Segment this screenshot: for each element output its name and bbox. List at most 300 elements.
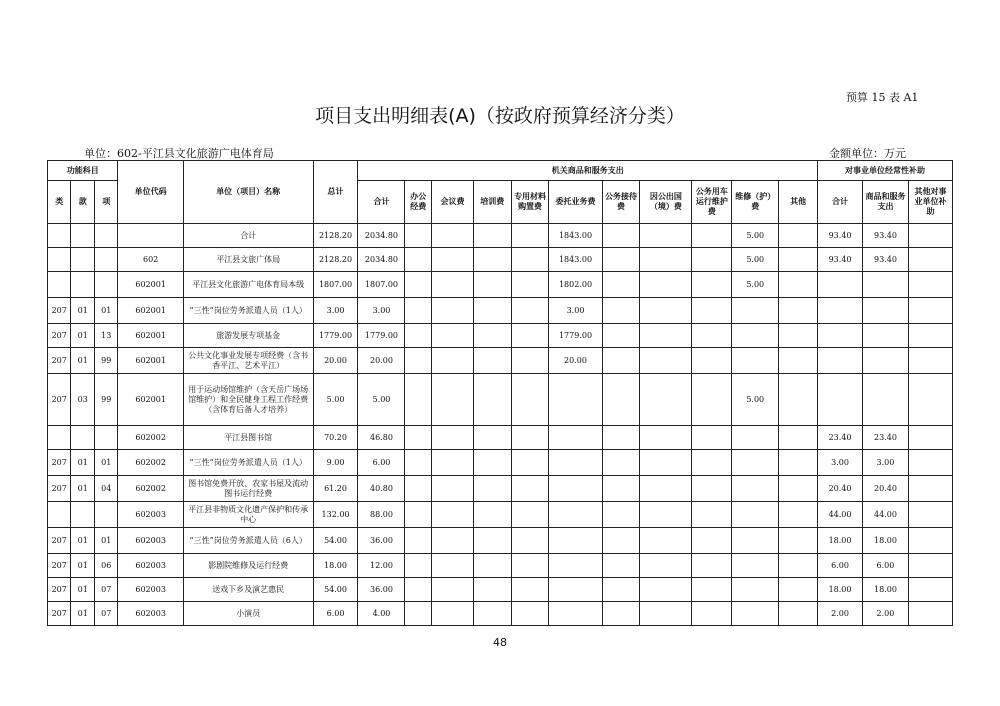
cell-kuan: 01: [71, 298, 94, 324]
cell-s-goods: 44.00: [862, 502, 908, 528]
cell-s-goods: 23.40: [862, 426, 908, 450]
cell-reception: [602, 374, 640, 426]
cell-training: [473, 298, 511, 324]
cell-vehicle: [692, 248, 732, 272]
cell-s-total: 93.40: [818, 248, 863, 272]
cell-g-total: 2034.80: [358, 248, 405, 272]
cell-xiang: [94, 248, 118, 272]
cell-other: [779, 450, 818, 476]
header-s-total: 合计: [818, 181, 863, 224]
header-goods: 机关商品和服务支出: [358, 161, 818, 181]
header-entrust: 委托业务费: [549, 181, 602, 224]
cell-name: 平江县文化旅游广电体育局本级: [183, 272, 313, 298]
header-name: 单位（项目）名称: [183, 161, 313, 224]
cell-material: [511, 348, 549, 374]
cell-abroad: [640, 348, 692, 374]
header-func: 功能科目: [48, 161, 118, 181]
cell-meeting: [432, 450, 474, 476]
cell-abroad: [640, 578, 692, 602]
cell-vehicle: [692, 298, 732, 324]
cell-g-total: 88.00: [358, 502, 405, 528]
cell-material: [511, 528, 549, 554]
cell-xiang: 99: [94, 348, 118, 374]
cell-meeting: [432, 528, 474, 554]
header-xiang: 项: [94, 181, 118, 224]
cell-s-total: 6.00: [818, 554, 863, 578]
cell-xiang: 07: [94, 578, 118, 602]
cell-kuan: 01: [71, 450, 94, 476]
cell-lei: 207: [48, 528, 71, 554]
cell-code: 602001: [118, 298, 183, 324]
cell-name: 公共文化事业发展专项经费（含书香平江、艺术平江）: [183, 348, 313, 374]
unit-label: 单位：602-平江县文化旅游广电体育局: [84, 147, 274, 160]
cell-lei: [48, 502, 71, 528]
cell-lei: [48, 224, 71, 248]
cell-material: [511, 578, 549, 602]
cell-vehicle: [692, 602, 732, 626]
cell-total: 61.20: [313, 476, 358, 502]
cell-s-other: [908, 348, 952, 374]
cell-entrust: [549, 578, 602, 602]
cell-training: [473, 374, 511, 426]
cell-xiang: 06: [94, 554, 118, 578]
cell-office: [405, 324, 432, 348]
cell-entrust: 3.00: [549, 298, 602, 324]
cell-repair: [732, 554, 779, 578]
table-row: [48, 224, 953, 248]
cell-material: [511, 248, 549, 272]
cell-office: [405, 298, 432, 324]
cell-material: [511, 426, 549, 450]
cell-s-other: [908, 224, 952, 248]
cell-s-other: [908, 426, 952, 450]
cell-g-total: 1779.00: [358, 324, 405, 348]
cell-repair: 5.00: [732, 374, 779, 426]
cell-repair: [732, 450, 779, 476]
cell-entrust: 1802.00: [549, 272, 602, 298]
cell-s-other: [908, 450, 952, 476]
cell-s-other: [908, 502, 952, 528]
cell-abroad: [640, 528, 692, 554]
header-s-other: 其他对事业单位补助: [908, 181, 952, 224]
cell-entrust: [549, 374, 602, 426]
cell-total: 6.00: [313, 602, 358, 626]
header-s-goods: 商品和服务支出: [862, 181, 908, 224]
cell-material: [511, 224, 549, 248]
cell-kuan: 01: [71, 602, 94, 626]
header-office: 办公经费: [405, 181, 432, 224]
cell-code: 602003: [118, 578, 183, 602]
cell-g-total: 36.00: [358, 528, 405, 554]
cell-other: [779, 298, 818, 324]
cell-meeting: [432, 476, 474, 502]
header-code: 单位代码: [118, 161, 183, 224]
header-material: 专用材料购置费: [511, 181, 549, 224]
cell-s-total: [818, 298, 863, 324]
table-row: [48, 348, 953, 374]
cell-training: [473, 554, 511, 578]
header-subsidy: 对事业单位经常性补助: [818, 161, 953, 181]
cell-name: 平江县文旅广体局: [183, 248, 313, 272]
cell-repair: [732, 502, 779, 528]
cell-abroad: [640, 476, 692, 502]
cell-training: [473, 476, 511, 502]
cell-kuan: [71, 426, 94, 450]
cell-meeting: [432, 426, 474, 450]
cell-reception: [602, 426, 640, 450]
cell-total: 20.00: [313, 348, 358, 374]
cell-s-goods: 18.00: [862, 528, 908, 554]
cell-meeting: [432, 248, 474, 272]
cell-vehicle: [692, 578, 732, 602]
cell-xiang: 13: [94, 324, 118, 348]
cell-s-total: 20.40: [818, 476, 863, 502]
cell-s-total: [818, 324, 863, 348]
cell-s-goods: 3.00: [862, 450, 908, 476]
cell-s-other: [908, 554, 952, 578]
cell-entrust: [549, 426, 602, 450]
cell-s-goods: 2.00: [862, 602, 908, 626]
cell-total: 54.00: [313, 578, 358, 602]
cell-xiang: 04: [94, 476, 118, 502]
cell-kuan: 01: [71, 348, 94, 374]
cell-xiang: [94, 502, 118, 528]
cell-lei: [48, 248, 71, 272]
cell-s-total: 23.40: [818, 426, 863, 450]
cell-other: [779, 554, 818, 578]
cell-office: [405, 348, 432, 374]
cell-repair: [732, 578, 779, 602]
cell-kuan: 01: [71, 324, 94, 348]
cell-abroad: [640, 502, 692, 528]
cell-office: [405, 528, 432, 554]
cell-xiang: 01: [94, 528, 118, 554]
cell-other: [779, 602, 818, 626]
cell-s-goods: [862, 298, 908, 324]
cell-code: 602003: [118, 528, 183, 554]
cell-s-goods: 6.00: [862, 554, 908, 578]
cell-s-total: 18.00: [818, 578, 863, 602]
cell-abroad: [640, 426, 692, 450]
cell-meeting: [432, 298, 474, 324]
header-reception: 公务接待费: [602, 181, 640, 224]
cell-other: [779, 324, 818, 348]
cell-training: [473, 450, 511, 476]
table-row: [48, 476, 953, 502]
cell-kuan: 03: [71, 374, 94, 426]
cell-office: [405, 502, 432, 528]
cell-repair: 5.00: [732, 248, 779, 272]
cell-name: 旅游发展专项基金: [183, 324, 313, 348]
cell-g-total: 46.80: [358, 426, 405, 450]
cell-s-other: [908, 528, 952, 554]
cell-office: [405, 426, 432, 450]
cell-other: [779, 578, 818, 602]
header-total: 总计: [313, 161, 358, 224]
cell-vehicle: [692, 324, 732, 348]
cell-repair: [732, 324, 779, 348]
cell-name: 合计: [183, 224, 313, 248]
cell-material: [511, 298, 549, 324]
cell-code: 602002: [118, 426, 183, 450]
cell-office: [405, 272, 432, 298]
cell-g-total: 20.00: [358, 348, 405, 374]
cell-meeting: [432, 554, 474, 578]
cell-kuan: [71, 502, 94, 528]
expenditure-table: [47, 160, 953, 626]
cell-meeting: [432, 224, 474, 248]
cell-reception: [602, 602, 640, 626]
cell-s-total: 3.00: [818, 450, 863, 476]
cell-s-other: [908, 248, 952, 272]
cell-office: [405, 248, 432, 272]
table-row: [48, 602, 953, 626]
cell-entrust: [549, 554, 602, 578]
cell-other: [779, 224, 818, 248]
cell-meeting: [432, 374, 474, 426]
cell-reception: [602, 324, 640, 348]
cell-entrust: 1843.00: [549, 248, 602, 272]
cell-xiang: [94, 426, 118, 450]
table-row: [48, 298, 953, 324]
header-repair: 维修（护）费: [732, 181, 779, 224]
cell-abroad: [640, 450, 692, 476]
cell-g-total: 1807.00: [358, 272, 405, 298]
cell-code: 602003: [118, 502, 183, 528]
cell-repair: 5.00: [732, 272, 779, 298]
cell-s-other: [908, 602, 952, 626]
cell-xiang: 07: [94, 602, 118, 626]
cell-vehicle: [692, 348, 732, 374]
cell-entrust: [549, 528, 602, 554]
cell-code: 602001: [118, 374, 183, 426]
cell-s-goods: [862, 348, 908, 374]
cell-reception: [602, 224, 640, 248]
cell-total: 54.00: [313, 528, 358, 554]
cell-s-other: [908, 298, 952, 324]
cell-g-total: 3.00: [358, 298, 405, 324]
cell-office: [405, 554, 432, 578]
cell-xiang: [94, 272, 118, 298]
cell-s-total: 18.00: [818, 528, 863, 554]
cell-lei: 207: [48, 374, 71, 426]
cell-other: [779, 272, 818, 298]
cell-training: [473, 502, 511, 528]
cell-reception: [602, 450, 640, 476]
table-row: [48, 324, 953, 348]
cell-kuan: 01: [71, 476, 94, 502]
cell-meeting: [432, 324, 474, 348]
cell-code: 602002: [118, 476, 183, 502]
cell-material: [511, 324, 549, 348]
cell-s-goods: [862, 272, 908, 298]
cell-vehicle: [692, 554, 732, 578]
cell-meeting: [432, 272, 474, 298]
page-title: 项目支出明细表(A)（按政府预算经济分类）: [315, 105, 685, 127]
cell-vehicle: [692, 224, 732, 248]
cell-code: 602001: [118, 272, 183, 298]
cell-entrust: 20.00: [549, 348, 602, 374]
cell-s-other: [908, 578, 952, 602]
cell-kuan: 01: [71, 554, 94, 578]
cell-vehicle: [692, 450, 732, 476]
cell-s-total: [818, 272, 863, 298]
cell-code: 602: [118, 248, 183, 272]
cell-code: 602001: [118, 324, 183, 348]
cell-material: [511, 272, 549, 298]
cell-material: [511, 450, 549, 476]
cell-g-total: 4.00: [358, 602, 405, 626]
cell-abroad: [640, 554, 692, 578]
cell-lei: 207: [48, 298, 71, 324]
cell-abroad: [640, 374, 692, 426]
cell-s-other: [908, 324, 952, 348]
cell-s-goods: 93.40: [862, 224, 908, 248]
cell-g-total: 2034.80: [358, 224, 405, 248]
cell-s-other: [908, 374, 952, 426]
cell-code: [118, 224, 183, 248]
cell-code: 602003: [118, 554, 183, 578]
header-training: 培训费: [473, 181, 511, 224]
cell-office: [405, 578, 432, 602]
cell-training: [473, 248, 511, 272]
cell-entrust: 1779.00: [549, 324, 602, 348]
header-meeting: 会议费: [432, 181, 474, 224]
table-row: [48, 248, 953, 272]
cell-meeting: [432, 602, 474, 626]
cell-reception: [602, 554, 640, 578]
cell-repair: [732, 476, 779, 502]
cell-total: 5.00: [313, 374, 358, 426]
cell-s-goods: 93.40: [862, 248, 908, 272]
cell-office: [405, 476, 432, 502]
cell-lei: 207: [48, 324, 71, 348]
cell-g-total: 12.00: [358, 554, 405, 578]
cell-repair: [732, 348, 779, 374]
cell-office: [405, 224, 432, 248]
cell-lei: 207: [48, 578, 71, 602]
cell-s-goods: [862, 374, 908, 426]
cell-office: [405, 450, 432, 476]
cell-training: [473, 272, 511, 298]
cell-vehicle: [692, 528, 732, 554]
cell-other: [779, 426, 818, 450]
cell-s-total: 93.40: [818, 224, 863, 248]
cell-name: 平江县非物质文化遗产保护和传承中心: [183, 502, 313, 528]
cell-training: [473, 426, 511, 450]
cell-meeting: [432, 578, 474, 602]
table-row: [48, 450, 953, 476]
cell-vehicle: [692, 476, 732, 502]
cell-vehicle: [692, 272, 732, 298]
cell-total: 18.00: [313, 554, 358, 578]
cell-reception: [602, 272, 640, 298]
cell-meeting: [432, 502, 474, 528]
cell-material: [511, 374, 549, 426]
cell-s-total: [818, 374, 863, 426]
cell-name: 用于运动场馆维护（含天岳广场场馆维护）和全民健身工程工作经费（含体育后备人才培养）: [183, 374, 313, 426]
cell-name: 平江县图书馆: [183, 426, 313, 450]
cell-abroad: [640, 272, 692, 298]
cell-code: 602001: [118, 348, 183, 374]
table-body: [48, 224, 953, 626]
cell-g-total: 5.00: [358, 374, 405, 426]
cell-xiang: [94, 224, 118, 248]
cell-reception: [602, 248, 640, 272]
cell-training: [473, 578, 511, 602]
cell-name: 送戏下乡及演艺惠民: [183, 578, 313, 602]
cell-lei: 207: [48, 348, 71, 374]
header-g-total: 合计: [358, 181, 405, 224]
cell-s-goods: 18.00: [862, 578, 908, 602]
cell-s-other: [908, 476, 952, 502]
page-number: 48: [493, 636, 507, 649]
cell-entrust: [549, 502, 602, 528]
cell-other: [779, 374, 818, 426]
cell-kuan: 01: [71, 528, 94, 554]
table-row: [48, 272, 953, 298]
cell-kuan: [71, 248, 94, 272]
cell-training: [473, 602, 511, 626]
cell-other: [779, 248, 818, 272]
cell-lei: 207: [48, 450, 71, 476]
table-row: [48, 502, 953, 528]
cell-repair: [732, 298, 779, 324]
cell-total: 2128.20: [313, 224, 358, 248]
cell-other: [779, 476, 818, 502]
cell-g-total: 40.80: [358, 476, 405, 502]
cell-other: [779, 528, 818, 554]
cell-name: 影剧院维修及运行经费: [183, 554, 313, 578]
cell-reception: [602, 348, 640, 374]
cell-material: [511, 476, 549, 502]
cell-lei: 207: [48, 554, 71, 578]
cell-vehicle: [692, 374, 732, 426]
amount-unit-label: 金额单位：万元: [829, 147, 906, 160]
table-row: [48, 528, 953, 554]
cell-xiang: 99: [94, 374, 118, 426]
header-vehicle: 公务用车运行维护费: [692, 181, 732, 224]
cell-other: [779, 502, 818, 528]
cell-g-total: 36.00: [358, 578, 405, 602]
cell-name: 小演员: [183, 602, 313, 626]
cell-material: [511, 502, 549, 528]
cell-training: [473, 224, 511, 248]
cell-abroad: [640, 298, 692, 324]
cell-xiang: 01: [94, 298, 118, 324]
cell-training: [473, 528, 511, 554]
cell-total: 1807.00: [313, 272, 358, 298]
cell-kuan: [71, 272, 94, 298]
cell-abroad: [640, 248, 692, 272]
cell-abroad: [640, 224, 692, 248]
cell-entrust: [549, 450, 602, 476]
cell-total: 2128.20: [313, 248, 358, 272]
cell-kuan: [71, 224, 94, 248]
header-abroad: 因公出国（境）费: [640, 181, 692, 224]
cell-office: [405, 374, 432, 426]
cell-s-total: 44.00: [818, 502, 863, 528]
cell-name: “三性”岗位劳务派遣人员（6人）: [183, 528, 313, 554]
cell-other: [779, 348, 818, 374]
cell-material: [511, 602, 549, 626]
cell-name: “三性”岗位劳务派遣人员（1人）: [183, 298, 313, 324]
cell-code: 602002: [118, 450, 183, 476]
header-other: 其他: [779, 181, 818, 224]
cell-reception: [602, 476, 640, 502]
cell-lei: 207: [48, 602, 71, 626]
cell-abroad: [640, 602, 692, 626]
